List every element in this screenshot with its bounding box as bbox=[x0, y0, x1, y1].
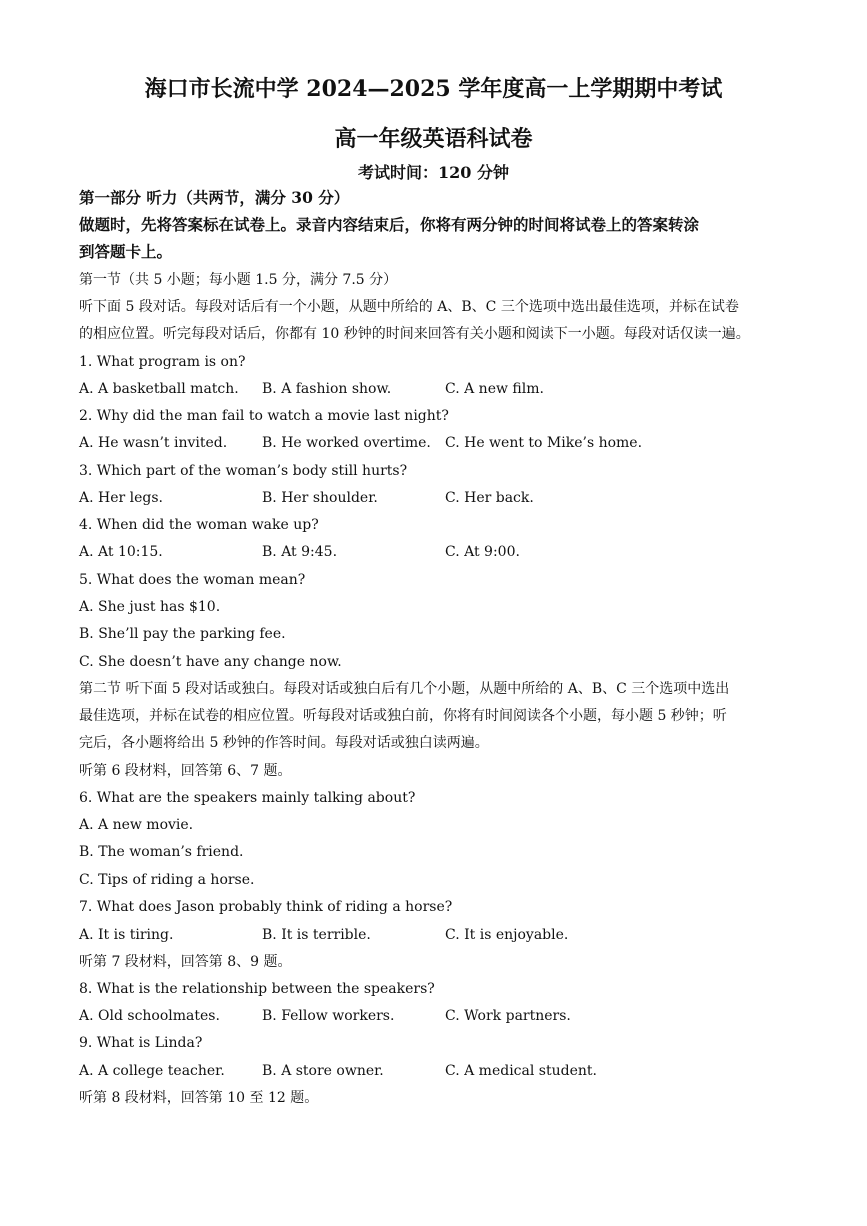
question-3: 3. Which part of the woman’s body still hurts? bbox=[79, 463, 408, 479]
q8-option-b: B. Fellow workers. bbox=[262, 1008, 395, 1024]
section1-directions-line1: 听下面 5 段对话。每段对话后有一个小题，从题中所给的 A、B、C 三个选项中选出最佳选项，并标在试卷 bbox=[79, 299, 739, 315]
q7-option-c: C. It is enjoyable. bbox=[445, 927, 569, 943]
part1-instruction-line2: 到答题卡上。 bbox=[79, 242, 173, 261]
q3-option-c: C. Her back. bbox=[445, 490, 534, 506]
q5-option-b: B. She’ll pay the parking fee. bbox=[79, 626, 286, 642]
section2-heading-line2: 最佳选项，并标在试卷的相应位置。听每段对话或独白前，你将有时间阅读各个小题，每小题 5 秒钟；听 bbox=[79, 708, 727, 724]
q9-option-c: C. A medical student. bbox=[445, 1063, 597, 1079]
q1-option-b: B. A fashion show. bbox=[262, 381, 392, 397]
section2-heading-line3: 完后，各小题将给出 5 秒钟的作答时间。每段对话或独白读两遍。 bbox=[79, 735, 489, 751]
section1-heading: 第一节（共 5 小题；每小题 1.5 分，满分 7.5 分） bbox=[79, 272, 398, 288]
q8-option-c: C. Work partners. bbox=[445, 1008, 571, 1024]
q2-option-b: B. He worked overtime. bbox=[262, 435, 431, 451]
part1-heading: 第一部分 听力（共两节，满分 30 分） bbox=[79, 188, 350, 207]
exam-time: 考试时间：120 分钟 bbox=[358, 163, 509, 182]
question-5: 5. What does the woman mean? bbox=[79, 572, 306, 588]
material-8-instruction: 听第 8 段材料，回答第 10 至 12 题。 bbox=[79, 1090, 319, 1106]
question-8: 8. What is the relationship between the speakers? bbox=[79, 981, 435, 997]
section1-directions-line2: 的相应位置。听完每段对话后，你都有 10 秒钟的时间来回答有关小题和阅读下一小题。每段对话仅读一遍。 bbox=[79, 326, 750, 342]
q5-option-a: A. She just has $10. bbox=[79, 599, 221, 615]
part1-instruction-line1: 做题时，先将答案标在试卷上。录音内容结束后，你将有两分钟的时间将试卷上的答案转涂 bbox=[79, 215, 700, 234]
material-6-instruction: 听第 6 段材料，回答第 6、7 题。 bbox=[79, 763, 292, 779]
q8-option-a: A. Old schoolmates. bbox=[79, 1008, 220, 1024]
q6-option-b: B. The woman’s friend. bbox=[79, 844, 244, 860]
q4-option-b: B. At 9:45. bbox=[262, 544, 338, 560]
q4-option-a: A. At 10:15. bbox=[79, 544, 163, 560]
q7-option-a: A. It is tiring. bbox=[79, 927, 174, 943]
q4-option-c: C. At 9:00. bbox=[445, 544, 520, 560]
question-7: 7. What does Jason probably think of riding a horse? bbox=[79, 899, 453, 915]
question-4: 4. When did the woman wake up? bbox=[79, 517, 319, 533]
q2-option-a: A. He wasn’t invited. bbox=[79, 435, 228, 451]
q3-option-b: B. Her shoulder. bbox=[262, 490, 378, 506]
exam-subtitle: 高一年级英语科试卷 bbox=[334, 126, 533, 152]
exam-title: 海口市长流中学 2024—2025 学年度高一上学期期中考试 bbox=[144, 76, 723, 102]
q3-option-a: A. Her legs. bbox=[79, 490, 164, 506]
material-7-instruction: 听第 7 段材料，回答第 8、9 题。 bbox=[79, 954, 292, 970]
question-6: 6. What are the speakers mainly talking about? bbox=[79, 790, 416, 806]
question-9: 9. What is Linda? bbox=[79, 1035, 203, 1051]
q7-option-b: B. It is terrible. bbox=[262, 927, 371, 943]
q6-option-a: A. A new movie. bbox=[79, 817, 194, 833]
q2-option-c: C. He went to Mike’s home. bbox=[445, 435, 643, 451]
question-2: 2. Why did the man fail to watch a movie last night? bbox=[79, 408, 449, 424]
q6-option-c: C. Tips of riding a horse. bbox=[79, 872, 255, 888]
q9-option-b: B. A store owner. bbox=[262, 1063, 384, 1079]
section2-heading-line1: 第二节 听下面 5 段对话或独白。每段对话或独白后有几个小题，从题中所给的 A、B、C 三个选项中选出 bbox=[79, 681, 730, 697]
q1-option-c: C. A new film. bbox=[445, 381, 544, 397]
q5-option-c: C. She doesn’t have any change now. bbox=[79, 654, 342, 670]
q9-option-a: A. A college teacher. bbox=[79, 1063, 225, 1079]
q1-option-a: A. A basketball match. bbox=[79, 381, 239, 397]
question-1: 1. What program is on? bbox=[79, 354, 246, 370]
